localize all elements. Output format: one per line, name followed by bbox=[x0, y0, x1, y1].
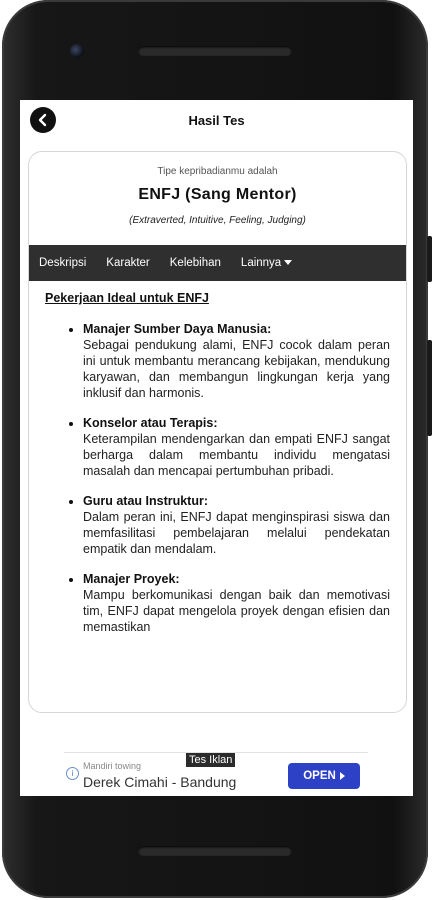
result-card bbox=[28, 151, 407, 713]
item-title: • Guru atau Instruktur: bbox=[83, 494, 209, 508]
ad-title: Derek Cimahi - Bandung bbox=[83, 774, 237, 790]
personality-traits: (Extraverted, Intuitive, Feeling, Judging) bbox=[129, 215, 306, 226]
tab-kelebihan[interactable]: Kelebihan bbox=[169, 257, 221, 269]
tab-bar bbox=[29, 245, 406, 281]
front-camera bbox=[70, 44, 84, 58]
power-button bbox=[427, 340, 432, 436]
item-description: Sebagai pendukung alami, ENFJ cocok dalam peran ini untuk membantu merancang kebijakan, mendukung karyawan, dan membangun lingkungan kerja yang inklusif dan harmonis. bbox=[83, 338, 390, 400]
app-bar bbox=[20, 100, 413, 144]
personality-type: ENFJ (Sang Mentor) bbox=[138, 186, 297, 203]
page-title: Hasil Tes bbox=[188, 113, 245, 128]
list-item bbox=[83, 321, 390, 401]
tab-lainnya[interactable] bbox=[241, 257, 292, 269]
item-description: Dalam peran ini, ENFJ dapat menginspirasi siswa dan memfasilitasi pembelajaran melalui pendekatan empatik dan mendalam. bbox=[83, 510, 390, 556]
bottom-speaker bbox=[138, 846, 292, 856]
caret-down-icon bbox=[284, 260, 292, 265]
ad-test-badge: Tes Iklan bbox=[186, 753, 235, 767]
screen bbox=[20, 100, 413, 796]
play-arrow-icon bbox=[340, 772, 345, 780]
list-item bbox=[83, 493, 390, 557]
ad-banner[interactable] bbox=[64, 752, 368, 796]
tab-deskripsi[interactable]: Deskripsi bbox=[39, 257, 87, 269]
list-item bbox=[83, 571, 390, 635]
content-area[interactable] bbox=[29, 281, 406, 712]
ad-open-label: OPEN bbox=[303, 770, 336, 782]
item-description: Keterampilan mendengarkan dan empati ENFJ sangat berharga dalam membantu individu mengatasi masalah dan mencapai pertumbuhan pribadi. bbox=[83, 432, 390, 478]
tab-lainnya-label: Lainnya bbox=[240, 257, 282, 269]
list-item bbox=[83, 415, 390, 479]
info-icon[interactable]: i bbox=[66, 767, 79, 780]
tab-karakter[interactable]: Karakter bbox=[106, 257, 150, 269]
job-list bbox=[29, 307, 406, 635]
ad-open-button[interactable] bbox=[288, 763, 360, 789]
phone-frame bbox=[2, 0, 428, 898]
result-subtitle: Tipe kepribadianmu adalah bbox=[157, 166, 278, 177]
volume-button bbox=[427, 236, 432, 282]
item-title: • Manajer Proyek: bbox=[83, 572, 180, 586]
item-description: Mampu berkomunikasi dengan baik dan memotivasi tim, ENFJ dapat mengelola proyek dengan efisien dan memastikan bbox=[83, 588, 390, 634]
item-title: • Konselor atau Terapis: bbox=[83, 416, 218, 430]
earpiece-speaker bbox=[138, 46, 292, 56]
section-heading: Pekerjaan Ideal untuk ENFJ bbox=[45, 291, 209, 305]
ad-brand: Mandiri towing bbox=[83, 761, 142, 771]
item-title: • Manajer Sumber Daya Manusia: bbox=[83, 322, 272, 336]
